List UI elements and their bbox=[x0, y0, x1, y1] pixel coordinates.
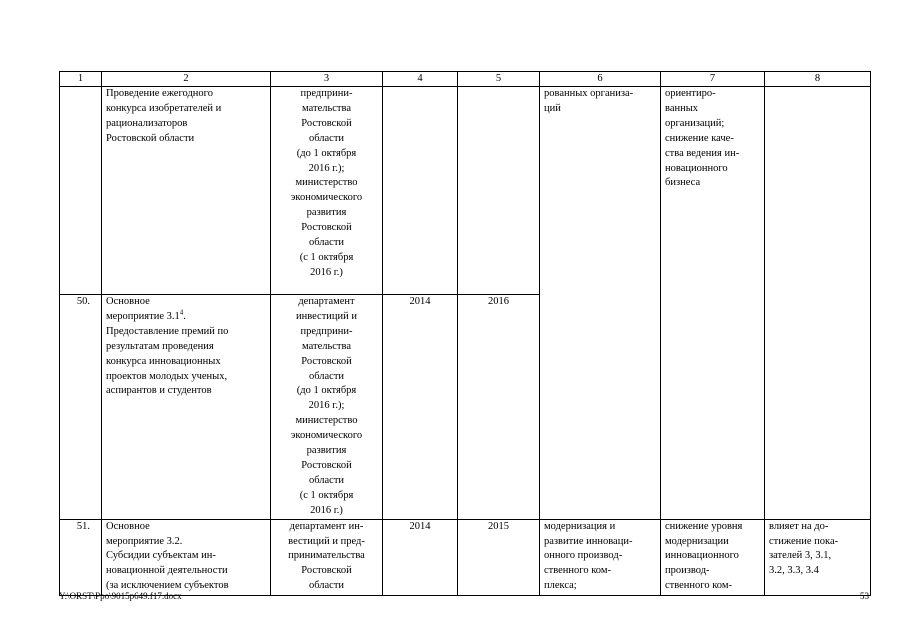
cont-consequence-line: снижение каче- bbox=[665, 132, 734, 144]
consequence-line: производ- bbox=[665, 565, 710, 577]
table-row-50 bbox=[60, 295, 871, 520]
cont-indicator-cell bbox=[765, 87, 871, 295]
executor-line: (с 1 октября bbox=[299, 489, 354, 501]
measure-line: новационной деятельности bbox=[106, 565, 228, 577]
row-number-cell: 50. bbox=[60, 295, 102, 520]
cont-measure-line: Ростовской области bbox=[106, 132, 195, 144]
cont-consequence-line: ванных bbox=[665, 102, 699, 114]
consequence-line: снижение уровня bbox=[665, 520, 743, 532]
table-row-51 bbox=[60, 519, 871, 595]
executor-line: развития bbox=[306, 445, 347, 457]
measure-title: мероприятие 3.1 bbox=[106, 310, 180, 322]
end-year-cell: 2015 bbox=[458, 519, 540, 595]
indicator-line: зателей 3, 3.1, bbox=[769, 550, 832, 562]
page-number: 53 bbox=[860, 591, 869, 601]
consequence-line: ственного ком- bbox=[665, 580, 732, 592]
consequence-line: инновационного bbox=[665, 550, 739, 562]
row-number-cell: 51. bbox=[60, 519, 102, 595]
start-year-cell: 2014 bbox=[383, 295, 458, 520]
measures-table bbox=[59, 71, 871, 596]
consequence-line: модернизации bbox=[665, 535, 729, 547]
header-col-6: 6 bbox=[540, 72, 661, 87]
indicator-line: влияет на до- bbox=[769, 520, 829, 532]
column-number-header-row bbox=[60, 72, 871, 87]
executor-line: 2016 г.) bbox=[310, 504, 343, 516]
cont-consequence-line: ориентиро- bbox=[665, 88, 716, 99]
cont-executor-line: (с 1 октября bbox=[299, 251, 354, 263]
executor-line: области bbox=[308, 580, 345, 592]
cont-executor-line: (до 1 октября bbox=[296, 147, 357, 159]
cont-executor-line: 2016 г.); bbox=[308, 162, 345, 174]
measure-line: (за исключением субъектов bbox=[106, 580, 229, 592]
footnote-ref: 4 bbox=[179, 308, 184, 317]
header-col-7: 7 bbox=[661, 72, 765, 87]
cont-measure-line: конкурса изобретателей и bbox=[106, 102, 222, 114]
measure-title-line bbox=[106, 310, 266, 325]
result-cell bbox=[540, 519, 661, 595]
cont-consequence-line: организаций; bbox=[665, 117, 725, 129]
executor-line: департамент ин- bbox=[289, 520, 364, 532]
measure-line: Предоставление премий по bbox=[106, 325, 229, 337]
executor-line: (до 1 октября bbox=[296, 385, 357, 397]
cont-consequence-line: ства ведения ин- bbox=[665, 147, 740, 159]
header-col-5: 5 bbox=[458, 72, 540, 87]
header-col-8: 8 bbox=[765, 72, 871, 87]
cont-result-line: рованных организа- bbox=[544, 88, 634, 99]
cont-result-line: ций bbox=[544, 102, 561, 114]
header-col-3: 3 bbox=[271, 72, 383, 87]
measure-cell bbox=[102, 519, 271, 595]
measure-line: проектов молодых ученых, bbox=[106, 370, 228, 382]
result-line: онного производ- bbox=[544, 550, 623, 562]
executor-line: мательства bbox=[302, 340, 351, 352]
result-line: развитие инноваци- bbox=[544, 535, 633, 547]
measure-line: мероприятие 3.2. bbox=[106, 535, 183, 547]
consequence-cell bbox=[661, 295, 765, 520]
measure-line: Основное bbox=[106, 296, 150, 307]
cont-end-cell bbox=[458, 87, 540, 295]
indicator-line: 3.2, 3.3, 3.4 bbox=[769, 565, 819, 577]
executor-cell bbox=[271, 519, 383, 595]
cont-start-cell bbox=[383, 87, 458, 295]
executor-line: инвестиций и bbox=[295, 310, 358, 322]
cont-executor-cell bbox=[271, 87, 383, 295]
header-col-1: 1 bbox=[60, 72, 102, 87]
consequence-cell bbox=[661, 519, 765, 595]
start-year-cell: 2014 bbox=[383, 519, 458, 595]
indicator-cell bbox=[765, 295, 871, 520]
executor-line: принимательства bbox=[288, 550, 365, 562]
cont-consequence-cell bbox=[661, 87, 765, 295]
cont-executor-line: экономического bbox=[290, 192, 363, 204]
measure-title-dot: . bbox=[183, 310, 186, 322]
cont-consequence-line: новационного bbox=[665, 162, 728, 174]
executor-line: министерство bbox=[295, 415, 358, 427]
indicator-cell bbox=[765, 519, 871, 595]
cont-measure-line: рационализаторов bbox=[106, 117, 188, 129]
cont-measure-line: Проведение ежегодного bbox=[106, 88, 213, 99]
cont-executor-line: области bbox=[308, 237, 345, 249]
measure-cell bbox=[102, 295, 271, 520]
cont-measure-cell bbox=[102, 87, 271, 295]
executor-line: Ростовской bbox=[301, 459, 352, 471]
cont-executor-line: 2016 г.) bbox=[310, 266, 343, 278]
result-cell bbox=[540, 295, 661, 520]
cont-executor-line: мательства bbox=[302, 102, 351, 114]
result-line: модернизация и bbox=[544, 520, 616, 532]
executor-line: департамент bbox=[298, 296, 355, 307]
measure-line: Субсидии субъектам ин- bbox=[106, 550, 216, 562]
executor-line: области bbox=[308, 370, 345, 382]
result-line: ственного ком- bbox=[544, 565, 611, 577]
footer-file-path: Y:\ORST\Ppo\9015p649.f17.docx bbox=[59, 591, 182, 601]
executor-line: Ростовской bbox=[301, 565, 352, 577]
cont-executor-line: министерство bbox=[295, 177, 358, 189]
executor-line: 2016 г.); bbox=[308, 400, 345, 412]
cont-executor-line: развития bbox=[306, 207, 347, 219]
measure-line: конкурса инновационных bbox=[106, 355, 221, 367]
measure-line: Основное bbox=[106, 520, 150, 532]
table-row-continued bbox=[60, 87, 871, 295]
indicator-line: стижение пока- bbox=[769, 535, 839, 547]
header-col-2: 2 bbox=[102, 72, 271, 87]
executor-line: экономического bbox=[290, 430, 363, 442]
cont-executor-line: Ростовской bbox=[301, 222, 352, 234]
executor-line: вестиций и пред- bbox=[288, 535, 365, 547]
cont-num-cell bbox=[60, 87, 102, 295]
cont-executor-line: Ростовской bbox=[301, 117, 352, 129]
cont-consequence-line: бизнеса bbox=[665, 177, 701, 189]
cont-result-cell bbox=[540, 87, 661, 295]
result-line: плекса; bbox=[544, 580, 577, 592]
executor-cell bbox=[271, 295, 383, 520]
measure-line: аспирантов и студентов bbox=[106, 385, 212, 397]
measure-line: результатам проведения bbox=[106, 340, 214, 352]
header-col-4: 4 bbox=[383, 72, 458, 87]
end-year-cell: 2016 bbox=[458, 295, 540, 520]
executor-line: области bbox=[308, 474, 345, 486]
cont-executor-line: области bbox=[308, 132, 345, 144]
cont-executor-line: предприни- bbox=[300, 88, 353, 99]
executor-line: Ростовской bbox=[301, 355, 352, 367]
executor-line: предприни- bbox=[300, 325, 353, 337]
